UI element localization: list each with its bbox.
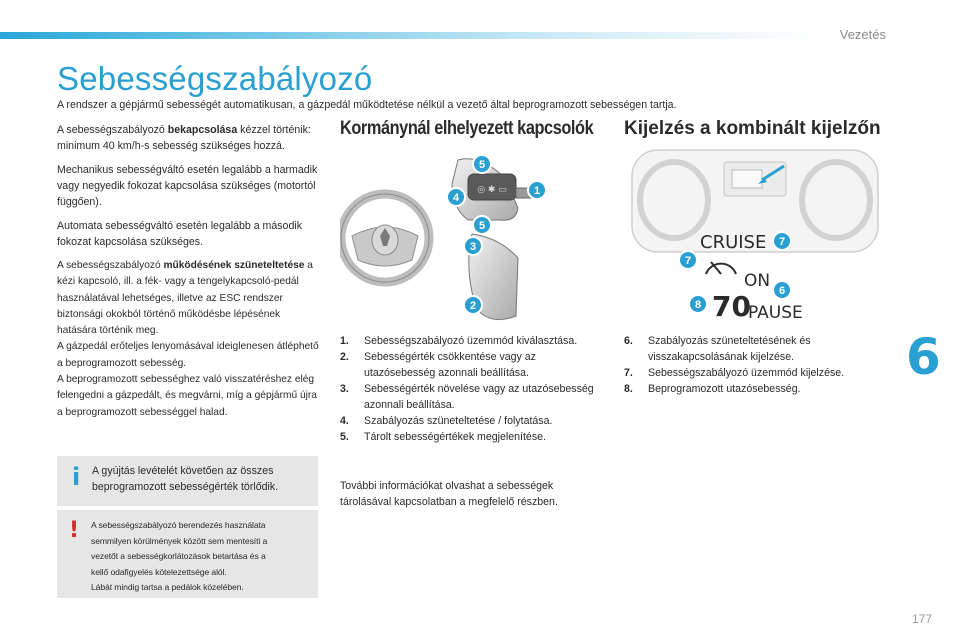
svg-text:PAUSE: PAUSE [748, 303, 803, 323]
list-item: 2. Sebességérték csökkentése vagy az utazósebesség azonnali beállítása. [340, 351, 536, 379]
svg-text:CRUISE: CRUISE [700, 232, 767, 253]
instrument-panel-illustration [624, 148, 886, 328]
info-icon: i [72, 463, 81, 491]
page-number: 177 [911, 612, 932, 626]
paragraph-activation: A sebességszabályozó bekapcsolása kézzel történik: minimum 40 km/h-s sebesség szükséges hozzá. [57, 124, 311, 152]
list-item: 3. Sebességérték növelése vagy az utazósebesség azonnali beállítása. [340, 383, 594, 411]
page-title: Sebességszabályozó [57, 60, 373, 97]
left-column [57, 122, 319, 421]
warning-box [57, 510, 318, 598]
svg-text:6: 6 [778, 285, 786, 297]
svg-text:7: 7 [684, 255, 692, 267]
display-list [624, 333, 889, 397]
svg-text:ON: ON [744, 271, 771, 291]
list-item: 5. Tárolt sebességértékek megjelenítése. [340, 431, 546, 443]
steering-wheel-illustration [340, 148, 602, 328]
steering-controls-list [340, 333, 605, 445]
paragraph-suspension: A sebességszabályozó működésének szüneteltetése a kézi kapcsoló, ill. a fék- vagy a tengelykapcsoló-pedál használatával lehetséges, illetve az ESC rendszer biztonsági okokból történő működésbe lépésének hatására történik meg. A gázpedál erőteljes lenyomásával ideiglenesen átléphető a beprogramozott sebesség. A beprogramozott sebességhez való visszatéréshez elég felengedni a gázpedált, és megvárni, míg a gépjármű újra a beprogramozott sebességgel halad. [57, 260, 319, 418]
list-item: 8. Beprogramozott utazósebesség. [624, 383, 801, 395]
paragraph-automatic-gearbox: Automata sebességváltó esetén legalább a második fokozat kapcsolása szükséges. [57, 220, 302, 248]
svg-text:7: 7 [778, 236, 786, 248]
chapter-number: 6 [906, 328, 941, 386]
more-info-text: További információkat olvashat a sebességek tárolásával kapcsolatban a megfelelő részben. [340, 480, 558, 508]
header-accent-bar [0, 32, 820, 39]
list-item: 1. Sebességszabályozó üzemmód kiválasztása. [340, 335, 578, 347]
paragraph-manual-gearbox: Mechanikus sebességváltó esetén legalább a harmadik vagy negyedik fokozat kapcsolása szükséges (motortól függően). [57, 164, 318, 208]
svg-text:8: 8 [694, 299, 702, 311]
display-heading: Kijelzés a kombinált kijelzőn [624, 118, 881, 139]
svg-text:4: 4 [452, 192, 460, 204]
section-name: Vezetés [839, 27, 886, 42]
cruise-control-stalk [452, 159, 541, 320]
svg-text:1: 1 [533, 185, 541, 197]
info-box [57, 456, 318, 506]
list-item: 7. Sebességszabályozó üzemmód kijelzése. [624, 367, 845, 379]
svg-text:3: 3 [469, 241, 477, 253]
list-item: 6. Szabályozás szüneteltetésének és visszakapcsolásának kijelzése. [624, 335, 811, 363]
list-item: 4. Szabályozás szüneteltetése / folytatása. [340, 415, 553, 427]
steering-controls-heading: Kormánynál elhelyezett kapcsolók [340, 118, 594, 139]
svg-text:◎ ✱ ▭: ◎ ✱ ▭ [477, 185, 507, 195]
warning-text: A sebességszabályozó berendezés használata semmilyen körülmények között sem mentesíti a vezetőt a sebességkorlátozások betartása és a kellő odafigyelés kötelezettsége alól. Lábát mindig tartsa a pedálok közelében. [91, 520, 268, 592]
svg-text:70: 70 [712, 290, 751, 323]
speedometer-icon [706, 262, 736, 274]
svg-text:2: 2 [469, 300, 477, 312]
steering-wheel [341, 194, 429, 282]
svg-text:5: 5 [478, 159, 486, 171]
warning-icon: ! [69, 518, 80, 543]
svg-text:5: 5 [478, 220, 486, 232]
intro-text: A rendszer a gépjármű sebességét automatikusan, a gázpedál működtetése nélkül a vezető által beprogramozott sebességen tartja. [57, 99, 677, 111]
info-text: A gyújtás levételét követően az összes beprogramozott sebességérték törlődik. [92, 465, 279, 493]
